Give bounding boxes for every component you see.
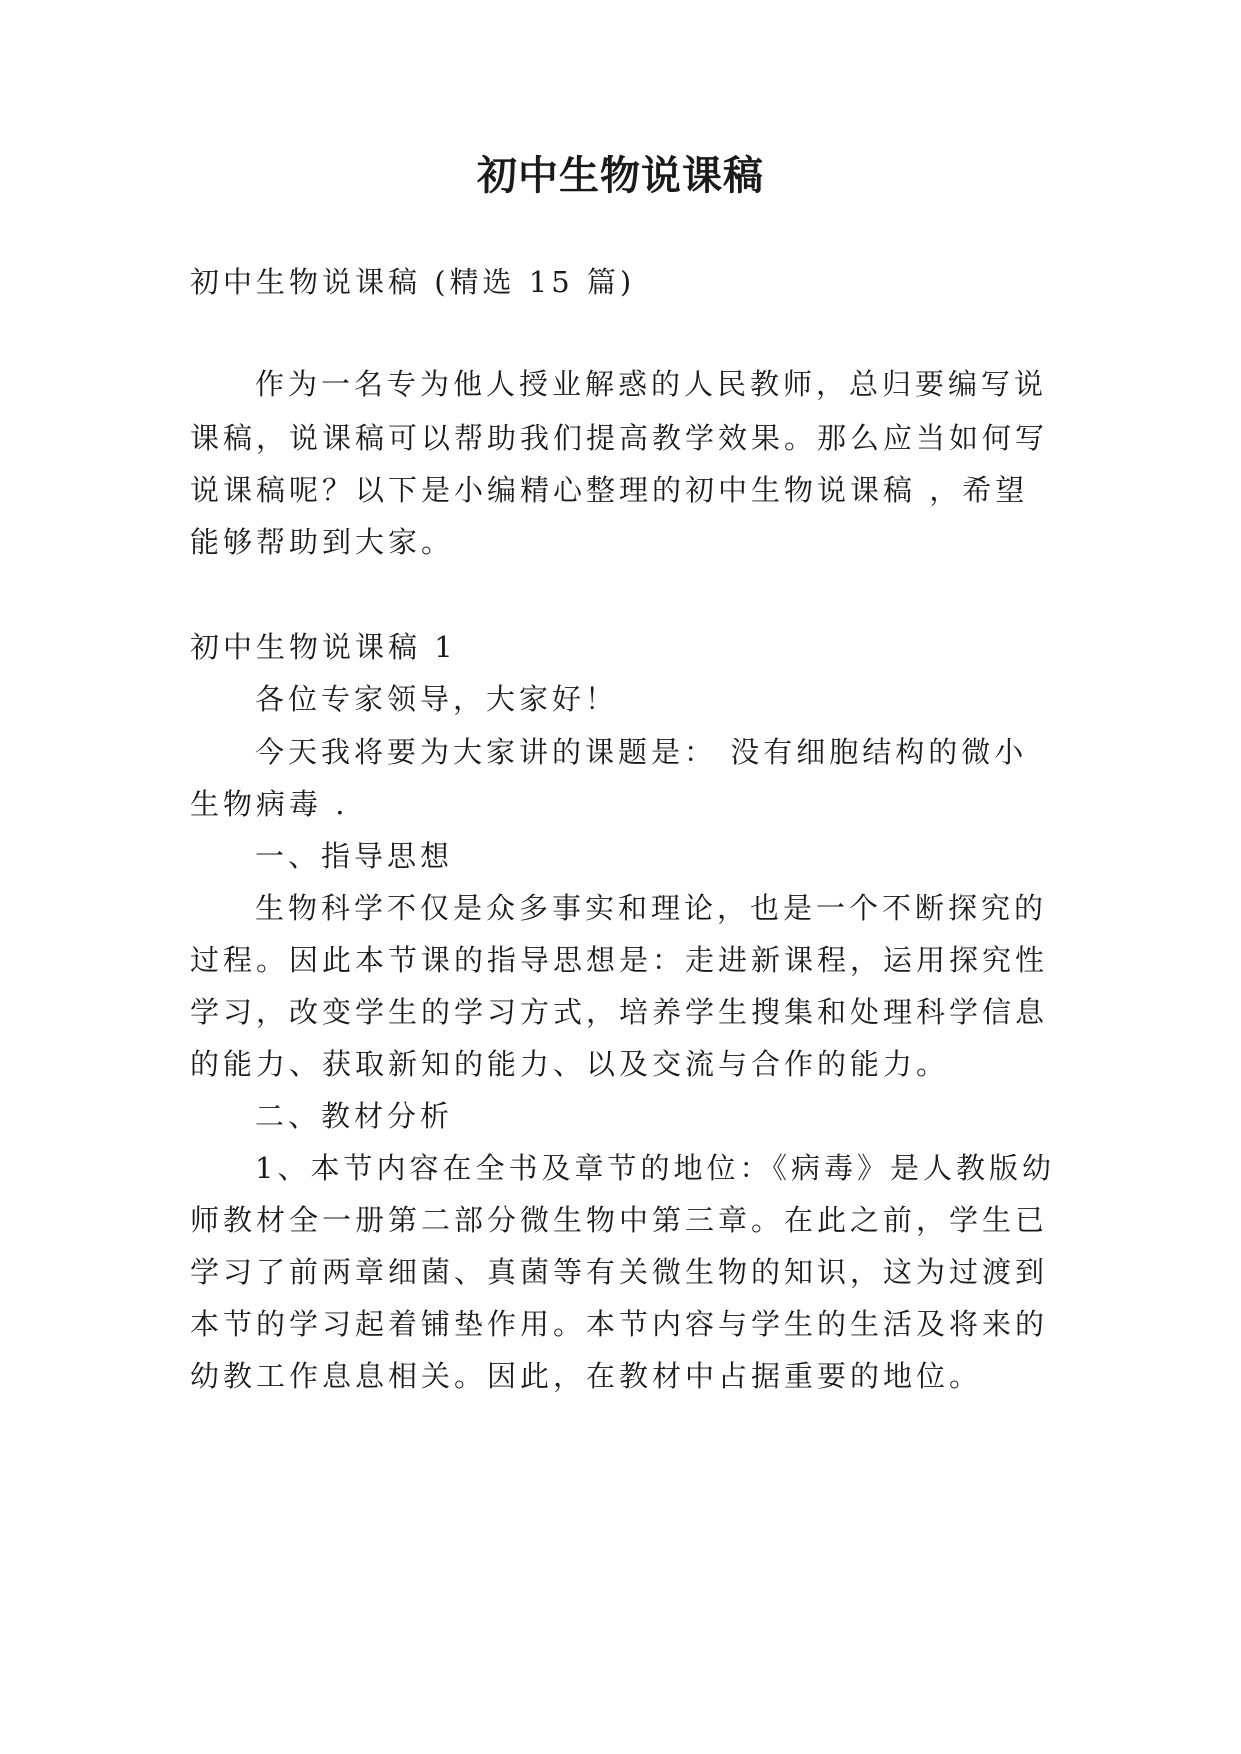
analysis-line: 1、本节内容在全书及章节的地位：《病毒》是人教版幼 [255, 1151, 1055, 1185]
document-subtitle: 初中生物说课稿 (精选 15 篇) [190, 265, 636, 299]
intro-line: 能够帮助到大家。 [190, 525, 455, 559]
guiding-line: 学习，改变学生的学习方式，培养学生搜集和处理科学信息 [190, 995, 1049, 1029]
intro-line: 说课稿呢？以下是小编精心整理的初中生物说课稿 ，希望 [190, 473, 1029, 507]
guiding-line: 的能力、获取新知的能力、以及交流与合作的能力。 [190, 1047, 950, 1081]
analysis-line: 师教材全一册第二部分微生物中第三章。在此之前，学生已 [190, 1203, 1049, 1237]
guiding-line: 生物科学不仅是众多事实和理论，也是一个不断探究的 [255, 891, 1048, 925]
analysis-line: 本节的学习起着铺垫作用。本节内容与学生的生活及将来的 [190, 1307, 1049, 1341]
greeting: 各位专家领导，大家好！ [255, 682, 619, 716]
document-title: 初中生物说课稿 [477, 153, 764, 199]
topic-line: 今天我将要为大家讲的课题是： 没有细胞结构的微小 [255, 735, 1028, 769]
section-heading: 初中生物说课稿 1 [190, 630, 457, 664]
analysis-line: 幼教工作息息相关。因此，在教材中占据重要的地位。 [190, 1359, 983, 1393]
intro-line: 课稿，说课稿可以帮助我们提高教学效果。那么应当如何写 [190, 421, 1049, 455]
topic-line: 生物病毒 . [190, 787, 349, 821]
guiding-line: 过程。因此本节课的指导思想是：走进新课程，运用探究性 [190, 943, 1049, 977]
heading-material-analysis: 二、教材分析 [255, 1099, 454, 1133]
intro-line: 作为一名专为他人授业解惑的人民教师，总归要编写说 [255, 367, 1048, 401]
heading-guiding-thought: 一、指导思想 [255, 839, 454, 873]
analysis-line: 学习了前两章细菌、真菌等有关微生物的知识，这为过渡到 [190, 1255, 1049, 1289]
